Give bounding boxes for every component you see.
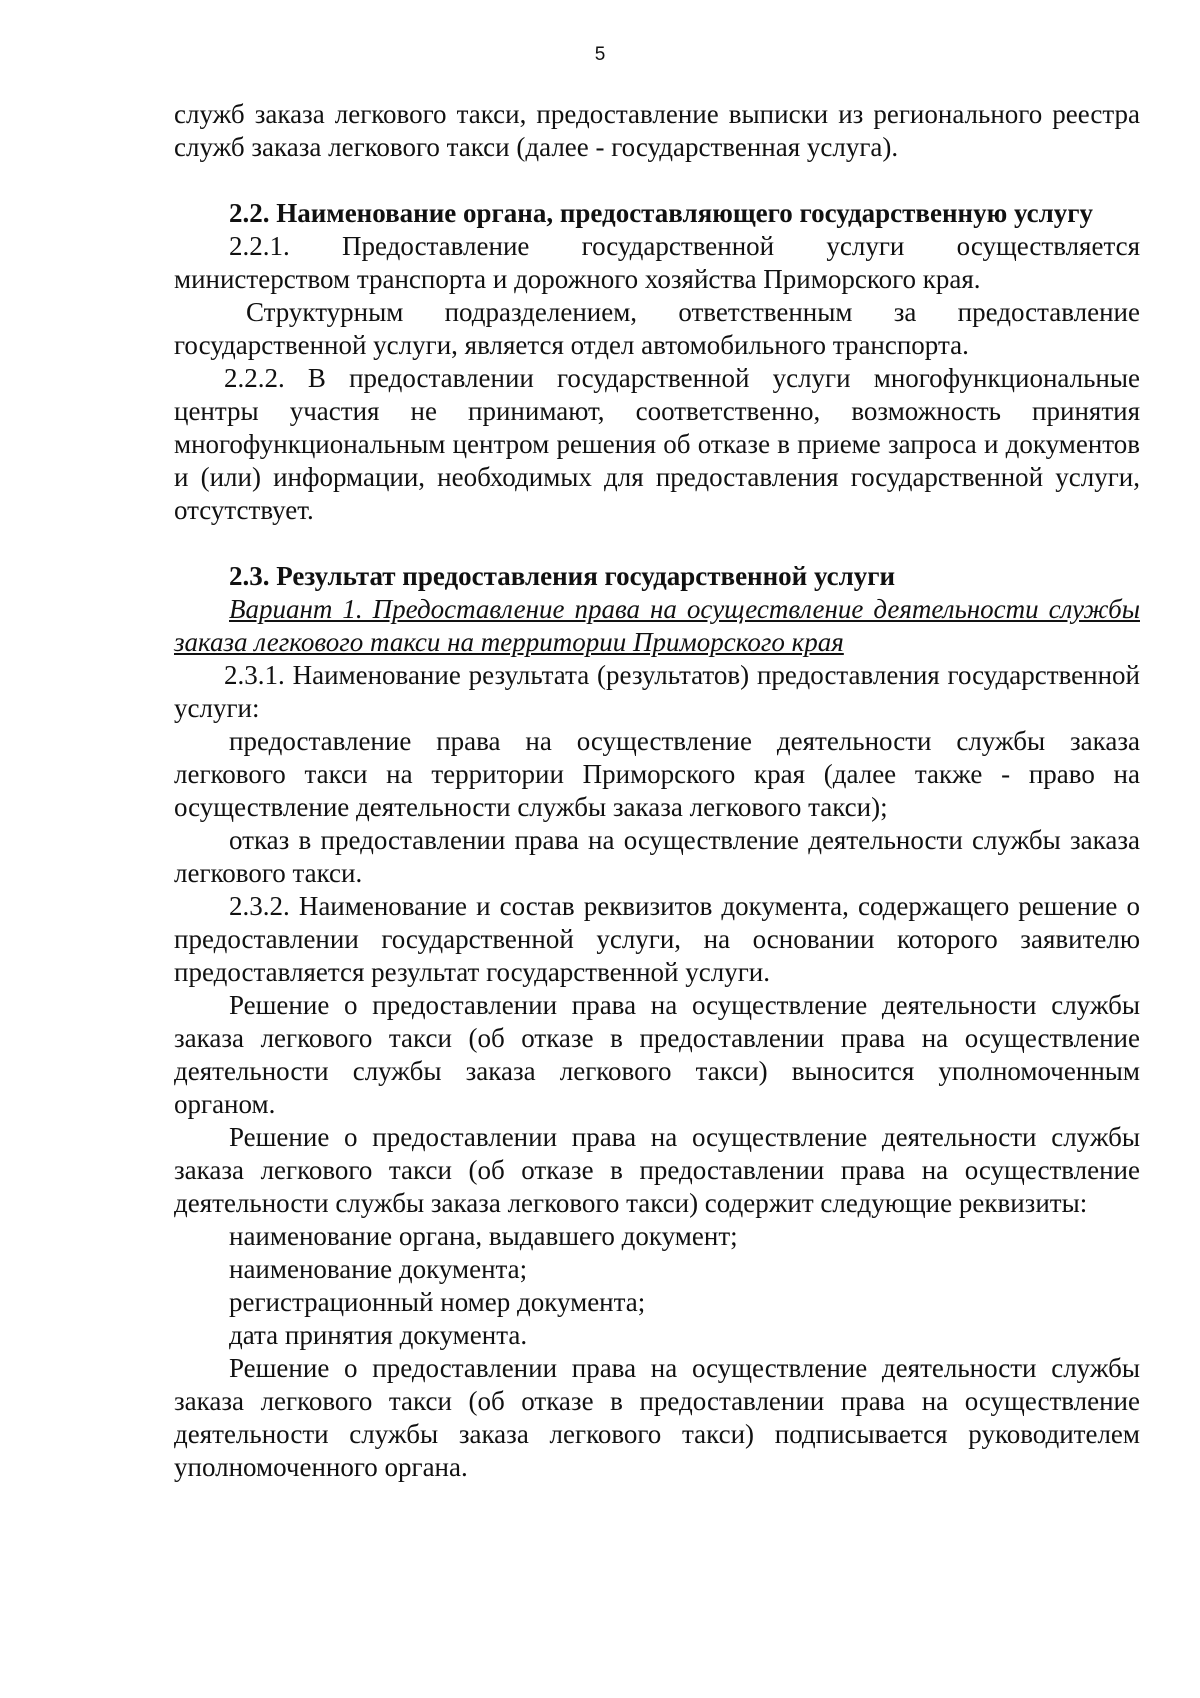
requisite-list-item: наименование органа, выдавшего документ; <box>229 1221 738 1251</box>
section-heading-2-2: 2.2. Наименование органа, предоставляющего государственную услугу <box>229 198 1094 228</box>
section-heading-2-3: 2.3. Результат предоставления государственной услуги <box>229 561 896 591</box>
document-body <box>174 98 1140 1484</box>
paragraph-2-2-2: 2.2.2. В предоставлении государственной услуги многофункциональные центры участия не принимают, соответственно, возможность принятия многофункциональным центром решения об отказе в приеме запроса и документов и (или) информации, необходимых для предоставления государственной услуги, отсутствует. <box>174 363 1140 525</box>
paragraph-2-2-1: 2.2.1. Предоставление государственной услуги осуществляется министерством транспорта и дорожного хозяйства Приморского края. <box>174 231 1140 294</box>
requisite-list-item: наименование документа; <box>229 1254 528 1284</box>
decision-issued-paragraph: Решение о предоставлении права на осуществление деятельности службы заказа легкового такси (об отказе в предоставлении права на осуществление деятельности службы заказа легкового такси) выносится уполномоченным органом. <box>174 990 1140 1119</box>
requisite-list-item: регистрационный номер документа; <box>229 1287 646 1317</box>
result-refusal-paragraph: отказ в предоставлении права на осуществление деятельности службы заказа легкового такси. <box>174 825 1140 888</box>
paragraph-2-3-1: 2.3.1. Наименование результата (результатов) предоставления государственной услуги: <box>174 660 1140 723</box>
structural-unit-paragraph: Структурным подразделением, ответственным за предоставление государственной услуги, является отдел автомобильного транспорта. <box>174 297 1140 360</box>
decision-signed-paragraph: Решение о предоставлении права на осуществление деятельности службы заказа легкового такси (об отказе в предоставлении права на осуществление деятельности службы заказа легкового такси) подписывается руководителем уполномоченного органа. <box>174 1353 1140 1482</box>
decision-contains-paragraph: Решение о предоставлении права на осуществление деятельности службы заказа легкового такси (об отказе в предоставлении права на осуществление деятельности службы заказа легкового такси) содержит следующие реквизиты: <box>174 1122 1140 1218</box>
variant-subheading: Вариант 1. Предоставление права на осуществление деятельности службы заказа легкового такси на территории Приморского края <box>174 594 1140 657</box>
result-grant-paragraph: предоставление права на осуществление деятельности службы заказа легкового такси на территории Приморского края (далее также - право на осуществление деятельности службы заказа легкового такси); <box>174 726 1140 822</box>
page-number: 5 <box>594 44 606 65</box>
requisite-list-item: дата принятия документа. <box>229 1320 528 1350</box>
paragraph-2-3-2: 2.3.2. Наименование и состав реквизитов документа, содержащего решение о предоставлении государственной услуги, на основании которого заявителю предоставляется результат государственной услуги. <box>174 891 1140 987</box>
intro-paragraph: служб заказа легкового такси, предоставление выписки из регионального реестра служб заказа легкового такси (далее - государственная услуга). <box>174 99 1140 162</box>
